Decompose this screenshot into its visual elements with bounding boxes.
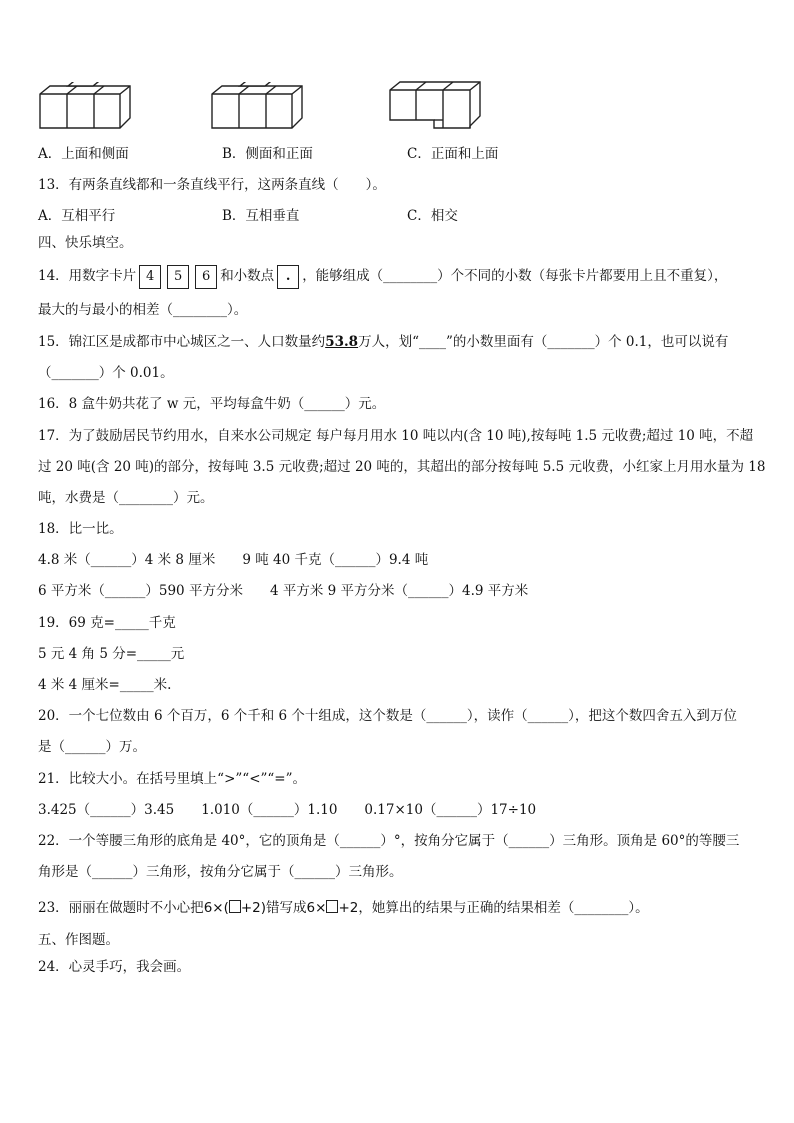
blank-square-icon	[326, 900, 338, 913]
cube-figure-c	[388, 80, 483, 132]
decimal-point-card: .	[277, 265, 299, 289]
digit-card-4: 4	[139, 265, 161, 289]
section-4-heading: 四、快乐填空。	[38, 235, 133, 251]
q20-line2: 是（______）万。	[38, 739, 146, 755]
q21-row: 3.425（______）3.45 1.010（______）1.10 0.17×10（______）17÷10	[38, 802, 537, 818]
q14-suffix: ，能够组成（________）个不同的小数（每张卡片都要用上且不重复），	[302, 268, 728, 284]
q17-line2: 过 20 吨(含 20 吨)的部分，按每吨 3.5 元收费;超过 20 吨的，其超出的部分按每吨 5.5 元收费，小红家上月用水量为 18	[38, 459, 766, 475]
q15-underlined-number: 53.8	[325, 334, 359, 350]
q18-row1: 4.8 米（______）4 米 8 厘米 9 吨 40 千克（______）9.4 吨	[38, 552, 429, 568]
q17-line1: 17．为了鼓励居民节约用水，自来水公司规定 每户每月用水 10 吨以内(含 10 吨),按每吨 1.5 元收费;超过 10 吨，不超	[38, 428, 754, 444]
q13-option-b[interactable]: B．互相垂直	[222, 208, 300, 224]
q23-prefix: 23．丽丽在做题时不小心把	[38, 900, 204, 916]
q23-mid: 错写成	[266, 900, 307, 916]
section-5-heading: 五、作图题。	[38, 932, 119, 948]
q12-option-c[interactable]: C．正面和上面	[407, 146, 499, 162]
q15-part1: 15．锦江区是成都市中心城区之一、人口数量约	[38, 334, 326, 350]
q18-row2: 6 平方米（______）590 平方分米 4 平方米 9 平方分米（______）4.9 平方米	[38, 583, 529, 599]
q19-line1: 19．69 克=_____千克	[38, 615, 176, 631]
q24: 24．心灵手巧，我会画。	[38, 959, 191, 975]
q19-line2: 5 元 4 角 5 分=_____元	[38, 646, 185, 662]
q18-title: 18．比一比。	[38, 521, 123, 537]
cube-figure-a	[38, 82, 133, 132]
q13-option-c[interactable]: C．相交	[407, 208, 458, 224]
q15-line2: （_______）个 0.01。	[38, 365, 174, 381]
digit-card-6: 6	[195, 265, 217, 289]
q13-option-a[interactable]: A．互相平行	[38, 208, 116, 224]
q12-option-b[interactable]: B．侧面和正面	[222, 146, 313, 162]
q21-title: 21．比较大小。在括号里填上“>”“<”“=”。	[38, 771, 307, 787]
q14-mid: 和小数点	[220, 268, 275, 284]
q22-line1: 22．一个等腰三角形的底角是 40°，它的顶角是（______）°，按角分它属于（______）三角形。顶角是 60°的等腰三	[38, 833, 740, 849]
q16: 16．8 盒牛奶共花了 w 元，平均每盒牛奶（______）元。	[38, 396, 386, 412]
q23-suffix: ，她算出的结果与正确的结果相差（________）。	[358, 900, 649, 916]
q19-line3: 4 米 4 厘米=_____米.	[38, 677, 172, 693]
q17-line3: 吨，水费是（________）元。	[38, 490, 214, 506]
q15-line1	[38, 333, 728, 351]
blank-square-icon	[229, 900, 241, 913]
q23-correct-expression: 6×( +2)	[203, 900, 267, 916]
digit-card-5: 5	[167, 265, 189, 289]
q14-prefix: 14．用数字卡片	[38, 268, 137, 284]
q23-wrong-expression: 6× +2	[306, 900, 359, 916]
q14-line2: 最大的与最小的相差（________）。	[38, 302, 248, 318]
q14-line1	[38, 264, 727, 289]
q15-part2: 万人，划“____”的小数里面有（_______）个 0.1，也可以说有	[358, 334, 729, 350]
q23	[38, 899, 649, 917]
q13-stem: 13．有两条直线都和一条直线平行，这两条直线（ ）。	[38, 177, 386, 193]
q12-option-a[interactable]: A．上面和侧面	[38, 146, 129, 162]
q22-line2: 角形是（______）三角形，按角分它属于（______）三角形。	[38, 864, 403, 880]
q20-line1: 20．一个七位数由 6 个百万，6 个千和 6 个十组成，这个数是（______），读作（______），把这个数四舍五入到万位	[38, 708, 737, 724]
cube-figure-b	[210, 82, 305, 132]
